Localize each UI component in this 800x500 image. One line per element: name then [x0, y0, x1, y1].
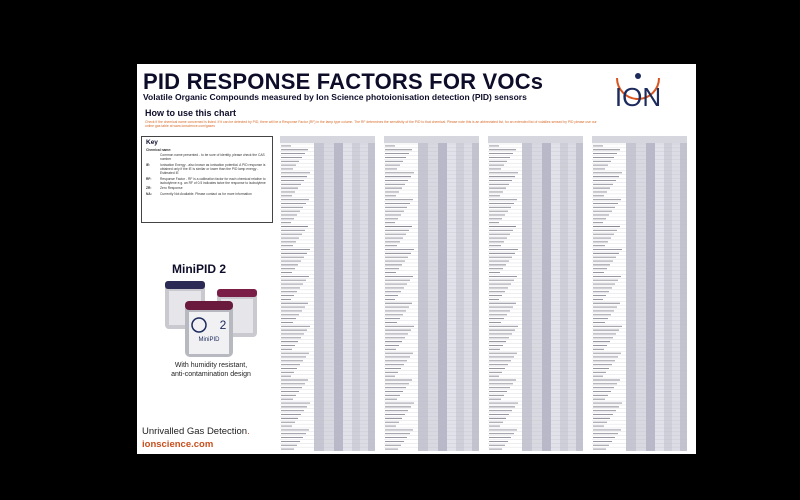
table-value-column: [626, 143, 636, 451]
product-caption-line-1: With humidity resistant,: [174, 362, 248, 369]
key-entry: [146, 153, 272, 161]
page-subtitle: Volatile Organic Compounds measured by Ion Science photoionisation detection (PID) sensors: [143, 92, 527, 102]
key-term: ZR:: [146, 186, 152, 191]
key-term: RF:: [146, 176, 152, 181]
key-box: [141, 136, 273, 223]
tagline-text: Unrivalled Gas Detection: [142, 426, 248, 437]
response-table-column: [592, 136, 687, 451]
table-value-column: [636, 143, 646, 451]
ion-logo: [597, 72, 679, 118]
table-grid: [384, 136, 479, 451]
sensor-label-number: 2: [219, 318, 227, 332]
minipid-sensors-image: [155, 279, 265, 359]
table-value-column: [418, 143, 428, 451]
table-grid: [592, 136, 687, 451]
table-value-column: [646, 143, 655, 451]
table-value-column: [532, 143, 542, 451]
table-value-column: [551, 143, 560, 451]
key-term: [146, 153, 160, 161]
product-caption-line-2: anti-contamination design: [171, 370, 251, 378]
table-value-column: [568, 143, 576, 451]
key-desc: Currently Not Available. Please contact us for more information: [160, 191, 252, 196]
table-value-column: [343, 143, 352, 451]
key-entry: [146, 163, 272, 175]
response-table-column: [384, 136, 479, 451]
table-header: [592, 136, 687, 143]
table-value-column: [522, 143, 532, 451]
table-value-column: [352, 143, 360, 451]
key-desc: Zero Response: [160, 186, 183, 191]
table-header: [488, 136, 583, 143]
table-header: [384, 136, 479, 143]
key-chemical-label-text: Chemical name:: [146, 147, 172, 152]
table-value-column: [324, 143, 334, 451]
table-header: [280, 136, 375, 143]
key-heading: Key: [146, 139, 158, 146]
page-title: PID RESPONSE FACTORS FOR VOCs: [143, 69, 544, 94]
table-value-column: [664, 143, 672, 451]
table-value-column: [672, 143, 680, 451]
tagline-dot: .: [247, 426, 250, 437]
table-grid: [280, 136, 375, 451]
response-table-column: [488, 136, 583, 451]
instructions-text: Check if the chemical name concerned is listed. If it can be detected by PID, there will be a Response Factor (RF) in the lamp type column. The RF determines the sensitivity of the PID to that chemical. Please note this is an abbreviated list, for an extended list of volatiles sensed by PID please use our online gas table at www.ionscience.com/gases: [145, 120, 597, 129]
product-name: MiniPID 2: [172, 262, 227, 276]
table-value-column: [360, 143, 368, 451]
sensor-label: MiniPID: [198, 337, 220, 343]
key-desc: Common name presented - to be sure of identity, please check the CAS number: [160, 153, 265, 162]
table-value-column: [464, 143, 472, 451]
key-term: NA:: [146, 191, 152, 196]
key-chemical-label: [146, 148, 272, 152]
table-value-column: [576, 143, 583, 451]
howto-heading: How to use this chart: [145, 108, 237, 118]
table-value-column: [334, 143, 343, 451]
key-desc: Response Factor - RF is a calibration factor for each chemical relative to isobutylene e.g. an RF of 0.5 indicates twice the response to isobutylene: [160, 176, 266, 185]
table-value-column: [438, 143, 447, 451]
table-grid: [488, 136, 583, 451]
table-value-column: [560, 143, 568, 451]
poster: [137, 64, 696, 454]
table-value-column: [447, 143, 456, 451]
key-desc: Ionisation Energy - also known as ionisation potential. A PID response is obtained only if the IE is similar or lower than the PID lamp energy - Estimated IE: [160, 162, 266, 175]
website-link[interactable]: ionscience.com: [142, 439, 214, 450]
key-term: IE:: [146, 162, 151, 167]
table-value-column: [680, 143, 687, 451]
key-entry: [146, 177, 272, 185]
table-value-column: [542, 143, 551, 451]
table-value-column: [655, 143, 664, 451]
product-caption: [157, 362, 265, 379]
table-value-column: [314, 143, 324, 451]
table-value-column: [428, 143, 438, 451]
key-entry: [146, 186, 272, 190]
tagline: [142, 426, 250, 437]
table-value-column: [472, 143, 479, 451]
key-entry: [146, 192, 272, 196]
response-table-column: [280, 136, 375, 451]
table-value-column: [368, 143, 375, 451]
ion-logo-text: ION: [614, 82, 662, 112]
table-value-column: [456, 143, 464, 451]
